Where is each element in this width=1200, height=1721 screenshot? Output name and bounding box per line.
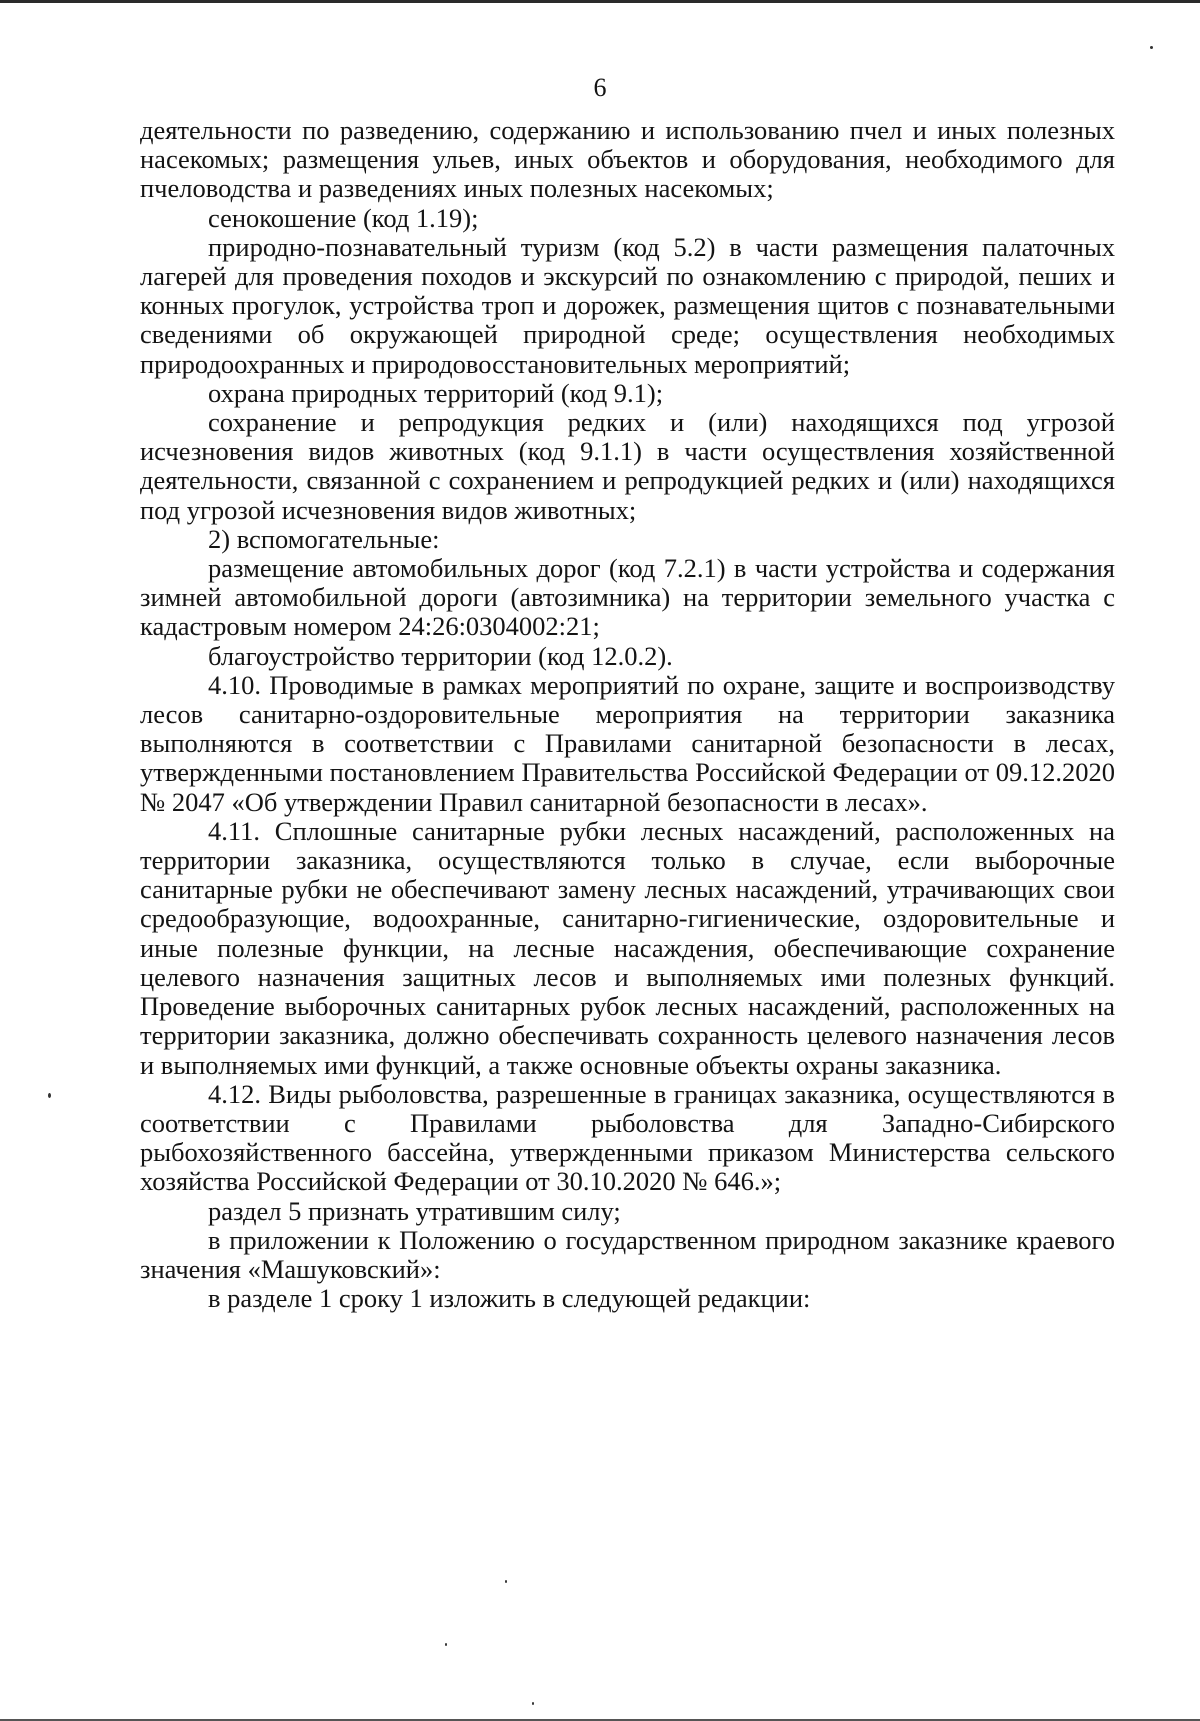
scan-speck bbox=[532, 1702, 534, 1705]
paragraph-section-5: раздел 5 признать утратившим силу; bbox=[208, 1195, 621, 1226]
scan-speck bbox=[1150, 46, 1153, 49]
paragraph-haymaking: сенокошение (код 1.19); bbox=[208, 202, 479, 233]
paragraph-section-1: в разделе 1 сроку 1 изложить в следующей редакции: bbox=[208, 1283, 811, 1314]
paragraph-4-10: 4.10. Проводимые в рамках мероприятий по охране, защите и воспроизводству лесов санитарно-оздоровительные мероприятия на территории заказника выполняются в соответствии с Правилами санитарной безопасности в лесах, утвержденными постановлением Правительства Российской Федерации от 09.12.2020 № 2047 «Об утверждении Правил санитарной безопасности в лесах». bbox=[140, 669, 1115, 817]
paragraph-roads: размещение автомобильных дорог (код 7.2.1) в части устройства и содержания зимней автомобильной дороги (автозимника) на территории земельного участка с кадастровым номером 24:26:0304002:21; bbox=[140, 553, 1115, 642]
scan-speck bbox=[505, 1580, 507, 1583]
page-number: 6 bbox=[593, 73, 607, 102]
scan-speck bbox=[48, 1093, 51, 1098]
paragraph-beekeeping-continuation: деятельности по разведению, содержанию и использованию пчел и иных полезных насекомых; размещения ульев, иных объектов и оборудования, необходимого для пчеловодства и разведениях иных полезных насекомых; bbox=[140, 115, 1115, 204]
paragraph-rare-species: сохранение и репродукция редких и (или) находящихся под угрозой исчезновения видов животных (код 9.1.1) в части осуществления хозяйственной деятельности, связанной с сохранением и репродукцией редких и (или) находящихся под угрозой исчезновения видов животных; bbox=[140, 407, 1115, 525]
paragraph-appendix: в приложении к Положению о государственном природном заказнике краевого значения «Машуковский»: bbox=[140, 1224, 1115, 1284]
paragraph-4-12: 4.12. Виды рыболовства, разрешенные в границах заказника, осуществляются в соответствии с Правилами рыболовства для Западно-Сибирского рыбохозяйственного бассейна, утвержденными приказом Министерства сельского хозяйства Российской Федерации от 30.10.2020 № 646.»; bbox=[140, 1078, 1115, 1197]
scan-top-edge bbox=[0, 0, 1200, 3]
paragraph-4-11: 4.11. Сплошные санитарные рубки лесных насаждений, расположенных на территории заказника, осуществляются только в случае, если выборочные санитарные рубки не обеспечивают замену лесных насаждений, утрачивающих свои средообразующие, водоохранные, санитарно-гигиенические, оздоровительные и иные полезные функции, на лесные насаждения, обеспечивающие сохранение целевого назначения защитных лесов и выполняемых ими полезных функций. Проведение выборочных санитарных рубок лесных насаждений, расположенных на территории заказника, должно обеспечивать сохранность целевого назначения лесов и выполняемых ими функций, а также основные объекты охраны заказника. bbox=[140, 815, 1115, 1080]
paragraph-landscaping: благоустройство территории (код 12.0.2). bbox=[208, 640, 673, 671]
paragraph-nature-protection: охрана природных территорий (код 9.1); bbox=[208, 377, 664, 408]
paragraph-auxiliary-heading: 2) вспомогательные: bbox=[208, 523, 440, 554]
document-body bbox=[140, 116, 1115, 1313]
scan-speck bbox=[445, 1643, 447, 1646]
paragraph-nature-tourism: природно-познавательный туризм (код 5.2) в части размещения палаточных лагерей для проведения походов и экскурсий по ознакомлению с природой, пеших и конных прогулок, устройства троп и дорожек, размещения щитов с познавательными сведениями об окружающей природной среде; осуществления необходимых природоохранных и природовосстановительных мероприятий; bbox=[140, 231, 1115, 379]
